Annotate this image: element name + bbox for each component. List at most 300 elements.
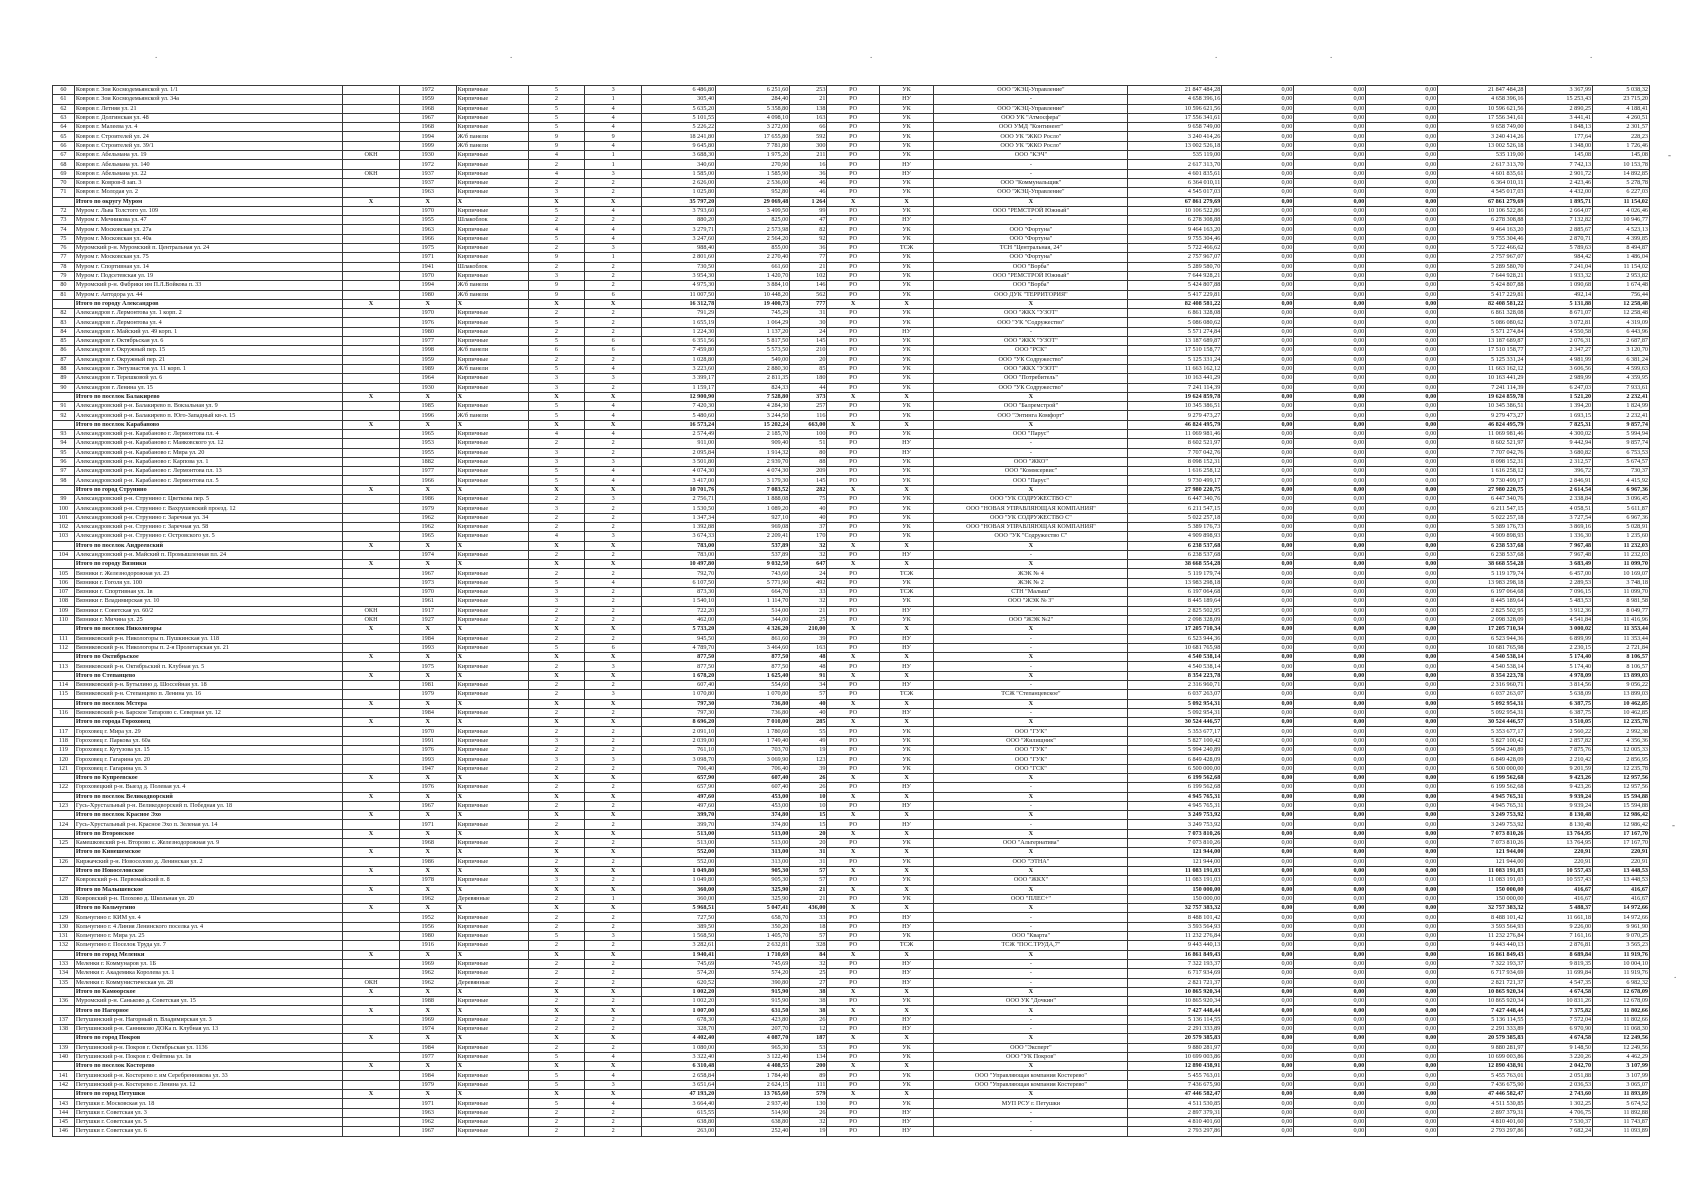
cell-total-area: 11 007,50 bbox=[642, 290, 716, 299]
cell-residents: 57 bbox=[790, 690, 827, 699]
cell-floors: X bbox=[528, 848, 585, 857]
cell-fund-type: РО bbox=[827, 216, 879, 225]
cell-build-year: 1967 bbox=[399, 569, 456, 578]
subtotal-row bbox=[53, 560, 1650, 569]
cell-address: Александров г. Энтузиастов ул. 11 корп. 1 bbox=[74, 364, 342, 373]
cell-federal-funds: 0,00 bbox=[1222, 485, 1294, 494]
cell-total-cost: 6 238 537,68 bbox=[1128, 541, 1222, 550]
cell-regional-funds: 0,00 bbox=[1294, 736, 1366, 745]
subtotal-row bbox=[53, 299, 1650, 308]
cell-owner-funds: 17 205 710,34 bbox=[1438, 625, 1525, 634]
cell-residents: 32 bbox=[790, 597, 827, 606]
cell-total-cost: 5 022 257,18 bbox=[1128, 513, 1222, 522]
cell-management-type: X bbox=[879, 811, 934, 820]
cell-build-year: 1947 bbox=[399, 764, 456, 773]
cell-residents: 21 bbox=[790, 894, 827, 903]
cell-wall-material: Ж/б панели bbox=[456, 411, 528, 420]
cell-owner-funds: 30 524 446,57 bbox=[1438, 718, 1525, 727]
cell-floors: 3 bbox=[528, 755, 585, 764]
cell-build-year: 1973 bbox=[399, 578, 456, 587]
cell-management-type: УК bbox=[879, 727, 934, 736]
cell-management-company: X bbox=[934, 987, 1128, 996]
cell-floors: 2 bbox=[528, 820, 585, 829]
cell-address: Итого по город Струнино bbox=[74, 485, 342, 494]
cell-municipal-funds: 0,00 bbox=[1366, 792, 1438, 801]
cell-total-cost: 6 278 308,88 bbox=[1128, 216, 1222, 225]
cell-municipal-funds: 0,00 bbox=[1366, 1034, 1438, 1043]
cell-build-year: 1988 bbox=[399, 997, 456, 1006]
cell-total-area: 3 501,80 bbox=[642, 457, 716, 466]
table-row bbox=[53, 457, 1650, 466]
cell-living-area: 3 069,90 bbox=[716, 755, 790, 764]
cell-cost-per-sqm: 3 441,41 bbox=[1525, 113, 1593, 122]
cell-municipal-funds: 0,00 bbox=[1366, 262, 1438, 271]
cell-row-number: 107 bbox=[53, 588, 75, 597]
table-row bbox=[53, 736, 1650, 745]
cell-federal-funds: 0,00 bbox=[1222, 495, 1294, 504]
cell-max-cost-per-sqm: 10 462,85 bbox=[1593, 699, 1650, 708]
table-row bbox=[53, 309, 1650, 318]
cell-regional-funds: 0,00 bbox=[1294, 866, 1366, 875]
cell-management-type: УК bbox=[879, 578, 934, 587]
cell-management-type: НУ bbox=[879, 801, 934, 810]
cell-management-type: УК bbox=[879, 532, 934, 541]
cell-residents: 300 bbox=[790, 141, 827, 150]
cell-wall-material: X bbox=[456, 625, 528, 634]
cell-total-area: 3 247,60 bbox=[642, 234, 716, 243]
cell-address: Муром г. Льва Толстого ул. 109 bbox=[74, 206, 342, 215]
cell-owner-funds: 21 847 484,28 bbox=[1438, 86, 1525, 95]
cell-total-area: 2 756,71 bbox=[642, 495, 716, 504]
cell-federal-funds: 0,00 bbox=[1222, 169, 1294, 178]
cell-heritage-flag bbox=[343, 337, 400, 346]
cell-owner-funds: 10 106 522,86 bbox=[1438, 206, 1525, 215]
cell-row-number bbox=[53, 541, 75, 550]
cell-cost-per-sqm: 2 890,25 bbox=[1525, 104, 1593, 113]
cell-row-number: 77 bbox=[53, 253, 75, 262]
table-row bbox=[53, 932, 1650, 941]
cell-address: Итого по поселок Красное Эхо bbox=[74, 811, 342, 820]
cell-max-cost-per-sqm: 9 056,22 bbox=[1593, 681, 1650, 690]
cell-max-cost-per-sqm: 12 678,09 bbox=[1593, 987, 1650, 996]
cell-management-company: X bbox=[934, 848, 1128, 857]
cell-wall-material: Кирпичные bbox=[456, 615, 528, 624]
cell-federal-funds: 0,00 bbox=[1222, 708, 1294, 717]
cell-floors: 5 bbox=[528, 86, 585, 95]
cell-max-cost-per-sqm: 12 957,56 bbox=[1593, 783, 1650, 792]
cell-residents: 373 bbox=[790, 392, 827, 401]
cell-total-area: 2 801,60 bbox=[642, 253, 716, 262]
cell-total-cost: 5 086 080,62 bbox=[1128, 318, 1222, 327]
cell-floors: X bbox=[528, 420, 585, 429]
cell-heritage-flag: X bbox=[343, 541, 400, 550]
cell-owner-funds: 7 644 928,21 bbox=[1438, 271, 1525, 280]
cell-management-type: X bbox=[879, 866, 934, 875]
cell-row-number: 63 bbox=[53, 113, 75, 122]
cell-heritage-flag bbox=[343, 132, 400, 141]
cell-municipal-funds: 0,00 bbox=[1366, 169, 1438, 178]
cell-total-area: 638,80 bbox=[642, 1117, 716, 1126]
cell-owner-funds: 11 083 191,03 bbox=[1438, 866, 1525, 875]
cell-wall-material: Кирпичные bbox=[456, 569, 528, 578]
cell-owner-funds: 4 540 538,14 bbox=[1438, 653, 1525, 662]
cell-living-area: 7 010,00 bbox=[716, 718, 790, 727]
cell-build-year: X bbox=[399, 1090, 456, 1099]
cell-management-company: ООО "УК "Содружество С" bbox=[934, 532, 1128, 541]
cell-fund-type: РО bbox=[827, 746, 879, 755]
cell-regional-funds: 0,00 bbox=[1294, 1062, 1366, 1071]
cell-row-number: 109 bbox=[53, 606, 75, 615]
cell-residents: 25 bbox=[790, 615, 827, 624]
cell-management-type: НУ bbox=[879, 169, 934, 178]
cell-heritage-flag: X bbox=[343, 1090, 400, 1099]
cell-heritage-flag: ОКН bbox=[343, 606, 400, 615]
cell-wall-material: Кирпичные bbox=[456, 495, 528, 504]
cell-max-cost-per-sqm: 9 857,74 bbox=[1593, 420, 1650, 429]
cell-owner-funds: 535 119,00 bbox=[1438, 151, 1525, 160]
cell-living-area: 2 185,70 bbox=[716, 429, 790, 438]
table-row bbox=[53, 123, 1650, 132]
cell-federal-funds: 0,00 bbox=[1222, 1080, 1294, 1089]
cell-floors: X bbox=[528, 718, 585, 727]
cell-municipal-funds: 0,00 bbox=[1366, 625, 1438, 634]
cell-federal-funds: 0,00 bbox=[1222, 439, 1294, 448]
cell-residents: 46 bbox=[790, 188, 827, 197]
cell-municipal-funds: 0,00 bbox=[1366, 244, 1438, 253]
cell-municipal-funds: 0,00 bbox=[1366, 1015, 1438, 1024]
cell-wall-material: Кирпичные bbox=[456, 151, 528, 160]
cell-address: Муром г. Мечникова ул. 47 bbox=[74, 216, 342, 225]
cell-management-company: ООО "ГУК" bbox=[934, 746, 1128, 755]
cell-residents: 15 bbox=[790, 820, 827, 829]
cell-federal-funds: 0,00 bbox=[1222, 271, 1294, 280]
cell-address: Итого по город Меленки bbox=[74, 950, 342, 959]
cell-municipal-funds: 0,00 bbox=[1366, 894, 1438, 903]
cell-total-cost: 4 945 765,31 bbox=[1128, 801, 1222, 810]
cell-residents: 57 bbox=[790, 866, 827, 875]
cell-federal-funds: 0,00 bbox=[1222, 959, 1294, 968]
cell-max-cost-per-sqm: 4 415,92 bbox=[1593, 476, 1650, 485]
cell-entrances: 2 bbox=[585, 318, 642, 327]
cell-total-cost: 32 757 383,32 bbox=[1128, 904, 1222, 913]
cell-heritage-flag bbox=[343, 457, 400, 466]
cell-cost-per-sqm: 2 846,91 bbox=[1525, 476, 1593, 485]
cell-floors: 3 bbox=[528, 597, 585, 606]
cell-heritage-flag bbox=[343, 244, 400, 253]
cell-cost-per-sqm: 416,67 bbox=[1525, 894, 1593, 903]
cell-management-company: ООО "ЖКО" bbox=[934, 457, 1128, 466]
cell-build-year: 1956 bbox=[399, 922, 456, 931]
cell-residents: 111 bbox=[790, 1080, 827, 1089]
cell-owner-funds: 4 545 017,03 bbox=[1438, 188, 1525, 197]
cell-fund-type: X bbox=[827, 811, 879, 820]
cell-total-area: 1 678,20 bbox=[642, 671, 716, 680]
cell-entrances: X bbox=[585, 299, 642, 308]
cell-entrances: X bbox=[585, 541, 642, 550]
cell-address: Итого по города Гороховец bbox=[74, 718, 342, 727]
cell-total-cost: 8 602 521,97 bbox=[1128, 439, 1222, 448]
cell-regional-funds: 0,00 bbox=[1294, 318, 1366, 327]
table-row bbox=[53, 151, 1650, 160]
cell-management-company: ООО "Кварта" bbox=[934, 932, 1128, 941]
cell-total-area: 462,00 bbox=[642, 615, 716, 624]
cell-residents: 10 bbox=[790, 792, 827, 801]
cell-federal-funds: 0,00 bbox=[1222, 727, 1294, 736]
cell-owner-funds: 2 617 313,70 bbox=[1438, 160, 1525, 169]
cell-living-area: 927,10 bbox=[716, 513, 790, 522]
cell-fund-type: РО bbox=[827, 1080, 879, 1089]
cell-floors: 2 bbox=[528, 922, 585, 931]
cell-management-company: ООО "Альтернатива" bbox=[934, 839, 1128, 848]
cell-entrances: 2 bbox=[585, 876, 642, 885]
cell-regional-funds: 0,00 bbox=[1294, 206, 1366, 215]
cell-build-year: 1984 bbox=[399, 1071, 456, 1080]
cell-municipal-funds: 0,00 bbox=[1366, 383, 1438, 392]
cell-living-area: 252,40 bbox=[716, 1127, 790, 1136]
cell-floors: X bbox=[528, 671, 585, 680]
cell-living-area: 374,80 bbox=[716, 811, 790, 820]
cell-fund-type: РО bbox=[827, 309, 879, 318]
cell-wall-material: X bbox=[456, 987, 528, 996]
cell-total-area: 4 975,30 bbox=[642, 281, 716, 290]
cell-living-area: 703,70 bbox=[716, 746, 790, 755]
cell-entrances: 2 bbox=[585, 839, 642, 848]
cell-living-area: 915,90 bbox=[716, 997, 790, 1006]
cell-living-area: 4 284,30 bbox=[716, 402, 790, 411]
cell-management-company: - bbox=[934, 662, 1128, 671]
cell-build-year: 1966 bbox=[399, 234, 456, 243]
cell-max-cost-per-sqm: 9 857,74 bbox=[1593, 439, 1650, 448]
cell-total-area: 1 540,10 bbox=[642, 597, 716, 606]
cell-entrances: X bbox=[585, 773, 642, 782]
cell-wall-material: Кирпичные bbox=[456, 337, 528, 346]
cell-residents: 562 bbox=[790, 290, 827, 299]
cell-management-type: X bbox=[879, 792, 934, 801]
cell-total-cost: 7 436 675,90 bbox=[1128, 1080, 1222, 1089]
cell-heritage-flag bbox=[343, 746, 400, 755]
cell-federal-funds: 0,00 bbox=[1222, 950, 1294, 959]
cell-build-year: 1977 bbox=[399, 337, 456, 346]
cell-build-year: 1965 bbox=[399, 532, 456, 541]
cell-regional-funds: 0,00 bbox=[1294, 588, 1366, 597]
cell-management-type: УК bbox=[879, 839, 934, 848]
table-row bbox=[53, 959, 1650, 968]
cell-max-cost-per-sqm: 2 301,57 bbox=[1593, 123, 1650, 132]
cell-owner-funds: 5 722 466,62 bbox=[1438, 244, 1525, 253]
cell-fund-type: РО bbox=[827, 708, 879, 717]
cell-fund-type: X bbox=[827, 904, 879, 913]
cell-wall-material: Кирпичные bbox=[456, 160, 528, 169]
cell-municipal-funds: 0,00 bbox=[1366, 188, 1438, 197]
cell-build-year: X bbox=[399, 671, 456, 680]
cell-fund-type: РО bbox=[827, 374, 879, 383]
cell-management-type: X bbox=[879, 1006, 934, 1015]
cell-living-area: 3 122,40 bbox=[716, 1052, 790, 1061]
cell-row-number bbox=[53, 671, 75, 680]
cell-management-type: УК bbox=[879, 318, 934, 327]
cell-owner-funds: 11 069 981,46 bbox=[1438, 429, 1525, 438]
cell-floors: X bbox=[528, 866, 585, 875]
cell-regional-funds: 0,00 bbox=[1294, 690, 1366, 699]
cell-living-area: 969,08 bbox=[716, 522, 790, 531]
cell-management-company: X bbox=[934, 299, 1128, 308]
cell-residents: 282 bbox=[790, 485, 827, 494]
cell-regional-funds: 0,00 bbox=[1294, 727, 1366, 736]
cell-living-area: 423,80 bbox=[716, 1015, 790, 1024]
cell-max-cost-per-sqm: 4 399,85 bbox=[1593, 234, 1650, 243]
cell-cost-per-sqm: 2 870,71 bbox=[1525, 234, 1593, 243]
cell-total-cost: 4 545 017,03 bbox=[1128, 188, 1222, 197]
cell-entrances: X bbox=[585, 485, 642, 494]
cell-max-cost-per-sqm: 11 099,70 bbox=[1593, 588, 1650, 597]
table-row bbox=[53, 1015, 1650, 1024]
cell-municipal-funds: 0,00 bbox=[1366, 690, 1438, 699]
cell-living-area: 861,60 bbox=[716, 634, 790, 643]
cell-wall-material: X bbox=[456, 829, 528, 838]
cell-residents: 40 bbox=[790, 504, 827, 513]
cell-federal-funds: 0,00 bbox=[1222, 606, 1294, 615]
cell-fund-type: РО bbox=[827, 978, 879, 987]
cell-management-company: ООО "ЖЭК №2" bbox=[934, 615, 1128, 624]
cell-regional-funds: 0,00 bbox=[1294, 885, 1366, 894]
cell-fund-type: X bbox=[827, 1090, 879, 1099]
cell-regional-funds: 0,00 bbox=[1294, 773, 1366, 782]
cell-build-year: 1953 bbox=[399, 439, 456, 448]
cell-total-cost: 6 197 064,68 bbox=[1128, 588, 1222, 597]
cell-residents: 163 bbox=[790, 113, 827, 122]
cell-management-company: - bbox=[934, 959, 1128, 968]
cell-federal-funds: 0,00 bbox=[1222, 773, 1294, 782]
cell-municipal-funds: 0,00 bbox=[1366, 318, 1438, 327]
header-mark: . bbox=[1590, 50, 1593, 60]
cell-regional-funds: 0,00 bbox=[1294, 1043, 1366, 1052]
cell-row-number bbox=[53, 848, 75, 857]
cell-heritage-flag bbox=[343, 141, 400, 150]
cell-regional-funds: 0,00 bbox=[1294, 987, 1366, 996]
cell-address: Александровский р-н. Струнино г. Заречная ул. 58 bbox=[74, 522, 342, 531]
cell-cost-per-sqm: 220,91 bbox=[1525, 857, 1593, 866]
cell-row-number: 71 bbox=[53, 188, 75, 197]
cell-max-cost-per-sqm: 1 486,04 bbox=[1593, 253, 1650, 262]
cell-federal-funds: 0,00 bbox=[1222, 160, 1294, 169]
cell-management-company: - bbox=[934, 327, 1128, 336]
cell-wall-material: Кирпичные bbox=[456, 95, 528, 104]
table-row bbox=[53, 169, 1650, 178]
cell-regional-funds: 0,00 bbox=[1294, 420, 1366, 429]
cell-total-cost: 2 098 328,09 bbox=[1128, 615, 1222, 624]
cell-regional-funds: 0,00 bbox=[1294, 197, 1366, 206]
cell-federal-funds: 0,00 bbox=[1222, 718, 1294, 727]
cell-heritage-flag bbox=[343, 355, 400, 364]
cell-cost-per-sqm: 9 939,24 bbox=[1525, 801, 1593, 810]
table-row bbox=[53, 504, 1650, 513]
cell-owner-funds: 17 556 341,61 bbox=[1438, 113, 1525, 122]
cell-management-company: ООО "РЕМСТРОЙ Южный" bbox=[934, 206, 1128, 215]
cell-floors: 5 bbox=[528, 206, 585, 215]
cell-living-area: 350,20 bbox=[716, 922, 790, 931]
cell-owner-funds: 7 427 448,44 bbox=[1438, 1006, 1525, 1015]
cell-max-cost-per-sqm: 6 227,03 bbox=[1593, 188, 1650, 197]
cell-max-cost-per-sqm: 11 919,76 bbox=[1593, 969, 1650, 978]
cell-cost-per-sqm: 3 680,82 bbox=[1525, 448, 1593, 457]
cell-wall-material: X bbox=[456, 299, 528, 308]
cell-residents: 32 bbox=[790, 550, 827, 559]
cell-fund-type: РО bbox=[827, 141, 879, 150]
cell-federal-funds: 0,00 bbox=[1222, 346, 1294, 355]
cell-management-type: УК bbox=[879, 1080, 934, 1089]
cell-row-number: 123 bbox=[53, 801, 75, 810]
cell-municipal-funds: 0,00 bbox=[1366, 569, 1438, 578]
cell-build-year: 1979 bbox=[399, 1080, 456, 1089]
cell-fund-type: РО bbox=[827, 1117, 879, 1126]
cell-cost-per-sqm: 2 423,46 bbox=[1525, 178, 1593, 187]
cell-regional-funds: 0,00 bbox=[1294, 578, 1366, 587]
cell-entrances: X bbox=[585, 885, 642, 894]
cell-entrances: 2 bbox=[585, 1043, 642, 1052]
cell-wall-material: Кирпичные bbox=[456, 1043, 528, 1052]
cell-address: Вязники г. Железнодорожная ул. 23 bbox=[74, 569, 342, 578]
cell-wall-material: Кирпичные bbox=[456, 662, 528, 671]
cell-max-cost-per-sqm: 730,37 bbox=[1593, 467, 1650, 476]
cell-build-year: 1994 bbox=[399, 281, 456, 290]
cell-total-area: 3 793,60 bbox=[642, 206, 716, 215]
cell-address: Меленки г. Коммунистическая ул. 28 bbox=[74, 978, 342, 987]
cell-management-type: УК bbox=[879, 429, 934, 438]
cell-max-cost-per-sqm: 1 674,48 bbox=[1593, 281, 1650, 290]
cell-total-cost: 7 073 810,26 bbox=[1128, 829, 1222, 838]
cell-wall-material: Кирпичные bbox=[456, 588, 528, 597]
cell-entrances: X bbox=[585, 1006, 642, 1015]
cell-municipal-funds: 0,00 bbox=[1366, 969, 1438, 978]
cell-row-number: 108 bbox=[53, 597, 75, 606]
cell-management-company: - bbox=[934, 783, 1128, 792]
cell-cost-per-sqm: 2 743,60 bbox=[1525, 1090, 1593, 1099]
cell-max-cost-per-sqm: 12 235,78 bbox=[1593, 718, 1650, 727]
cell-residents: 53 bbox=[790, 1043, 827, 1052]
cell-total-area: 706,40 bbox=[642, 764, 716, 773]
cell-owner-funds: 7 322 193,37 bbox=[1438, 959, 1525, 968]
cell-regional-funds: 0,00 bbox=[1294, 699, 1366, 708]
table-row bbox=[53, 160, 1650, 169]
cell-build-year: X bbox=[399, 1062, 456, 1071]
cell-municipal-funds: 0,00 bbox=[1366, 746, 1438, 755]
cell-residents: 32 bbox=[790, 1117, 827, 1126]
cell-living-area: 915,90 bbox=[716, 987, 790, 996]
cell-regional-funds: 0,00 bbox=[1294, 225, 1366, 234]
cell-floors: 9 bbox=[528, 253, 585, 262]
cell-cost-per-sqm: 10 557,43 bbox=[1525, 866, 1593, 875]
cell-build-year: X bbox=[399, 773, 456, 782]
cell-management-company: ООО УК "Атмосфера" bbox=[934, 113, 1128, 122]
cell-federal-funds: 0,00 bbox=[1222, 392, 1294, 401]
cell-max-cost-per-sqm: 220,91 bbox=[1593, 857, 1650, 866]
cell-heritage-flag bbox=[343, 113, 400, 122]
cell-living-area: 1 975,20 bbox=[716, 151, 790, 160]
cell-management-company: - bbox=[934, 1015, 1128, 1024]
cell-entrances: 2 bbox=[585, 736, 642, 745]
cell-floors: X bbox=[528, 904, 585, 913]
cell-federal-funds: 0,00 bbox=[1222, 913, 1294, 922]
cell-entrances: 4 bbox=[585, 402, 642, 411]
cell-owner-funds: 2 793 297,86 bbox=[1438, 1127, 1525, 1136]
cell-max-cost-per-sqm: 11 743,87 bbox=[1593, 1117, 1650, 1126]
cell-cost-per-sqm: 9 423,26 bbox=[1525, 783, 1593, 792]
table-row bbox=[53, 708, 1650, 717]
cell-owner-funds: 11 663 162,12 bbox=[1438, 364, 1525, 373]
cell-municipal-funds: 0,00 bbox=[1366, 1062, 1438, 1071]
cell-management-company: X bbox=[934, 699, 1128, 708]
cell-total-area: 513,00 bbox=[642, 829, 716, 838]
